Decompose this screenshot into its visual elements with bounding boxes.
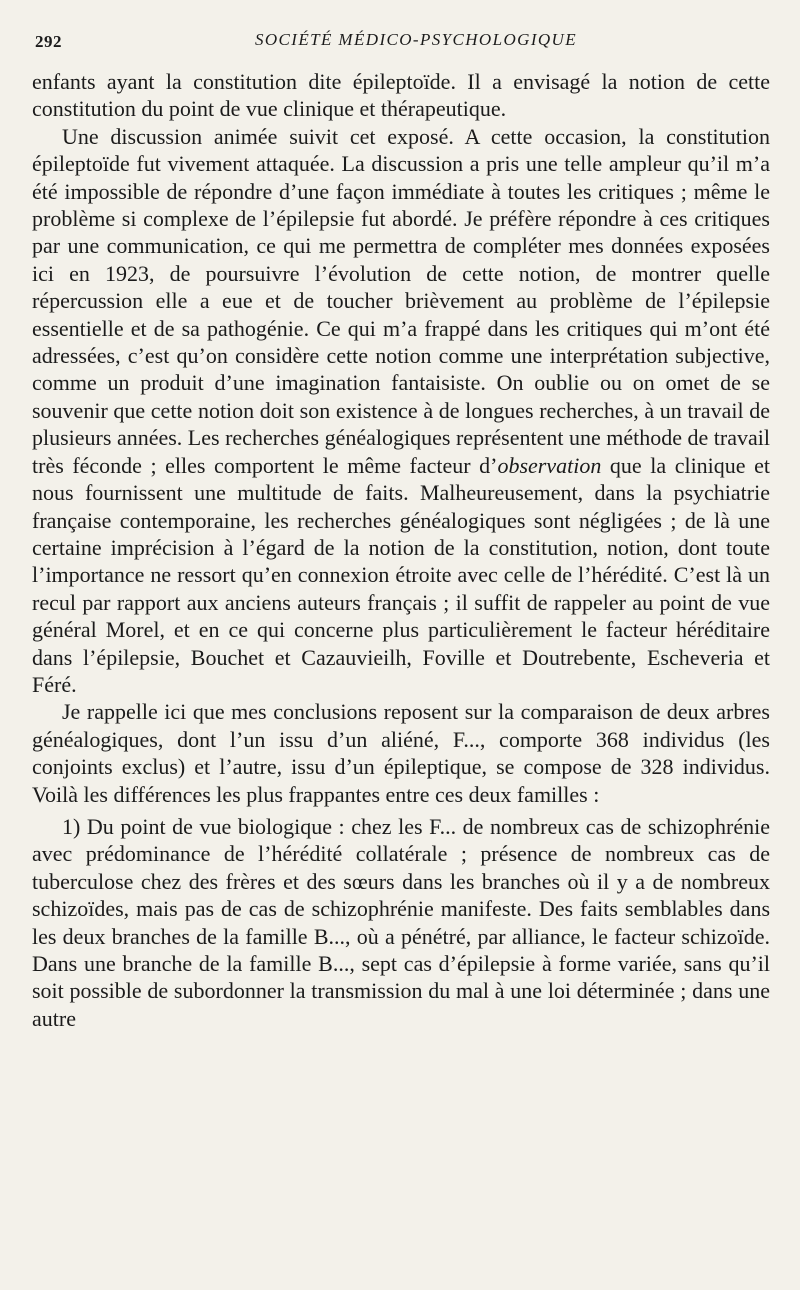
paragraph-discussion — [32, 123, 770, 699]
italic-observation: observation — [497, 452, 602, 478]
running-header — [32, 28, 770, 60]
paragraph-continuation: enfants ayant la constitution dite épileptoïde. Il a envisagé la notion de cette constitution du point de vue clinique et thérapeutique. — [32, 69, 770, 122]
paragraph-discussion-text: Une discussion animée suivit cet exposé. A cette occasion, la constitution épileptoïde fut vivement attaquée. La discussion a pris une telle ampleur qu’il m’a été impossible de répondre d’une façon immédiate à toutes les critiques ; même le problème si complexe de l’épilepsie fut abordé. Je préfère répondre à ces critiques par une communication, ce qui me permettra de compléter mes données exposées ici en 1923, de poursuivre l’évolution de cette notion, de montrer quelle répercussion elle a eue et de toucher brièvement au problème de l’épilepsie essentielle et de sa pathogénie. Ce qui m’a frappé dans les critiques qui m’ont été adressées, c’est qu’on considère cette notion comme une interprétation subjective, comme un produit d’une imagination fantaisiste. On oublie ou on omet de se souvenir que cette notion doit son existence à de longues recherches, à un travail de plusieurs années. Les recherches généalogiques représentent une méthode de travail très féconde ; elles comportent le même facteur d’ — [32, 123, 770, 478]
page-number: 292 — [35, 32, 62, 51]
paragraph-biological: 1) Du point de vue biologique : chez les F... de nombreux cas de schizophrénie avec prédominance de l’hérédité collatérale ; présence de nombreux cas de tuberculose chez des frères et des sœurs dans les branches où il y a de nombreux schizoïdes, mais pas de cas de schizophrénie manifeste. Des faits semblables dans les deux branches de la famille B..., où a pénétré, par alliance, le facteur schizoïde. Dans une branche de la famille B..., sept cas d’épilepsie à forme variée, sans qu’il soit possible de subordonner la transmission du mal à une loi déterminée ; dans une autre — [32, 813, 770, 1031]
paragraph-discussion-text-after: que la clinique et nous fournissent une multitude de faits. Malheureusement, dans la psychiatrie française contemporaine, les recherches généalogiques sont négligées ; de là une certaine imprécision à l’égard de la notion de la constitution, notion, dont toute l’importance ne ressort qu’en connexion étroite avec celle de l’hérédité. C’est là un recul par rapport aux anciens auteurs français ; il suffit de rappeler au point de vue général Morel, et en ce qui concerne plus particulièrement le facteur héréditaire dans l’épilepsie, Bouchet et Cazauvieilh, Foville et Doutrebente, Escheveria et Féré. — [32, 452, 770, 697]
body-text — [32, 68, 770, 1032]
journal-title: SOCIÉTÉ MÉDICO-PSYCHOLOGIQUE — [254, 30, 578, 49]
paragraph-genealogy: Je rappelle ici que mes conclusions reposent sur la comparaison de deux arbres généalogiques, dont l’un issu d’un aliéné, F..., comporte 368 individus (les conjoints exclus) et l’autre, issu d’un épileptique, se compose de 328 individus. Voilà les différences les plus frappantes entre ces deux familles : — [32, 699, 770, 807]
